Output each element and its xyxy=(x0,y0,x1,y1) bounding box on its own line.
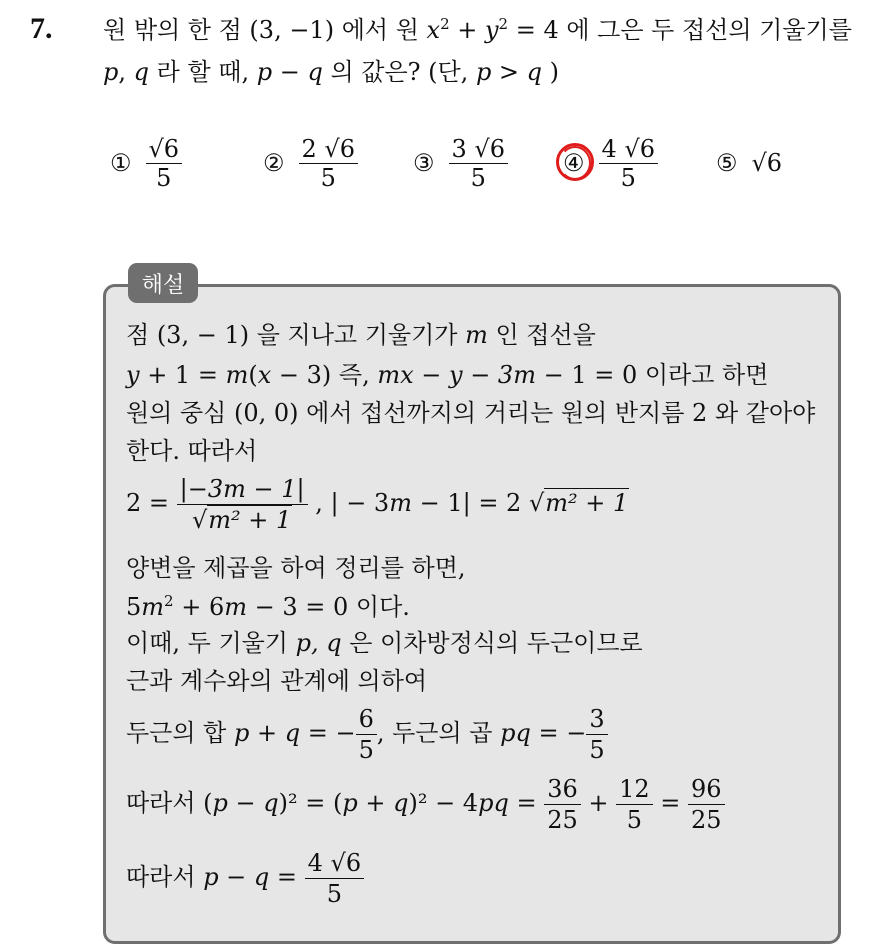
choice-2[interactable]: ② $\frac{2 √6}{5}$ xyxy=(263,128,358,198)
solution-line-3: 원의 중심 (0, 0) 에서 접선까지의 거리는 원의 반지름 2 와 같아야 xyxy=(126,399,816,427)
solution-line-4: 한다. 따라서 xyxy=(126,437,258,465)
solution-line-1: 점 (3, − 1) 을 지나고 기울기가 m 인 접선을 xyxy=(126,321,596,349)
question-number: 7. xyxy=(30,12,53,45)
solution-line-10: 두근의 합 p + q = − $\frac{6}{5}$ , 두근의 곱 pq = − $\frac{3}{5}$ xyxy=(126,704,608,765)
solution-line-11: 따라서 (p − q)² = (p + q)² − 4pq = $\frac{36}{25}$ + $\frac{12}{5}$ = $\frac{96}{25}$ xyxy=(126,774,725,835)
solution-line-5: 2 = $\frac{|-3m - 1|}{\text{√m² + 1}}$ , | − 3m − 1| = 2 √m² + 1 xyxy=(126,475,629,534)
question-line-2: p, q 라 할 때, p − q 의 값은? (단, p > q ) xyxy=(103,58,560,86)
choice-5[interactable]: ⑤ √6 xyxy=(716,149,783,177)
solution-line-9: 근과 계수와의 관계에 의하여 xyxy=(126,667,428,695)
solution-line-6: 양변을 제곱을 하여 정리를 하면, xyxy=(126,554,466,582)
solution-line-2: y + 1 = m(x − 3) 즉, mx − y − 3m − 1 = 0 이라고 하면 xyxy=(126,361,769,389)
choice-1[interactable]: ① $\frac{√6}{5}$ xyxy=(110,128,182,198)
solution-tag: 해설 xyxy=(128,263,198,303)
choice-4[interactable]: ④ $\frac{4 √6}{5}$ xyxy=(563,128,658,198)
solution-line-12: 따라서 p − q = $\frac{4 √6}{5}$ xyxy=(126,848,364,909)
solution-line-7: $5m^2 + 6m - 3 = 0$ 이다. xyxy=(126,592,410,621)
question-line-1: 원 밖의 한 점 (3, −1) 에서 원 $x^2 + y^2 = 4$ 에 그은 두 접선의 기울기를 xyxy=(103,15,852,44)
choice-3[interactable]: ③ $\frac{3 √6}{5}$ xyxy=(413,128,508,198)
answer-mark-swirl xyxy=(559,146,591,180)
solution-line-8: 이때, 두 기울기 p, q 은 이차방정식의 두근이므로 xyxy=(126,629,643,657)
